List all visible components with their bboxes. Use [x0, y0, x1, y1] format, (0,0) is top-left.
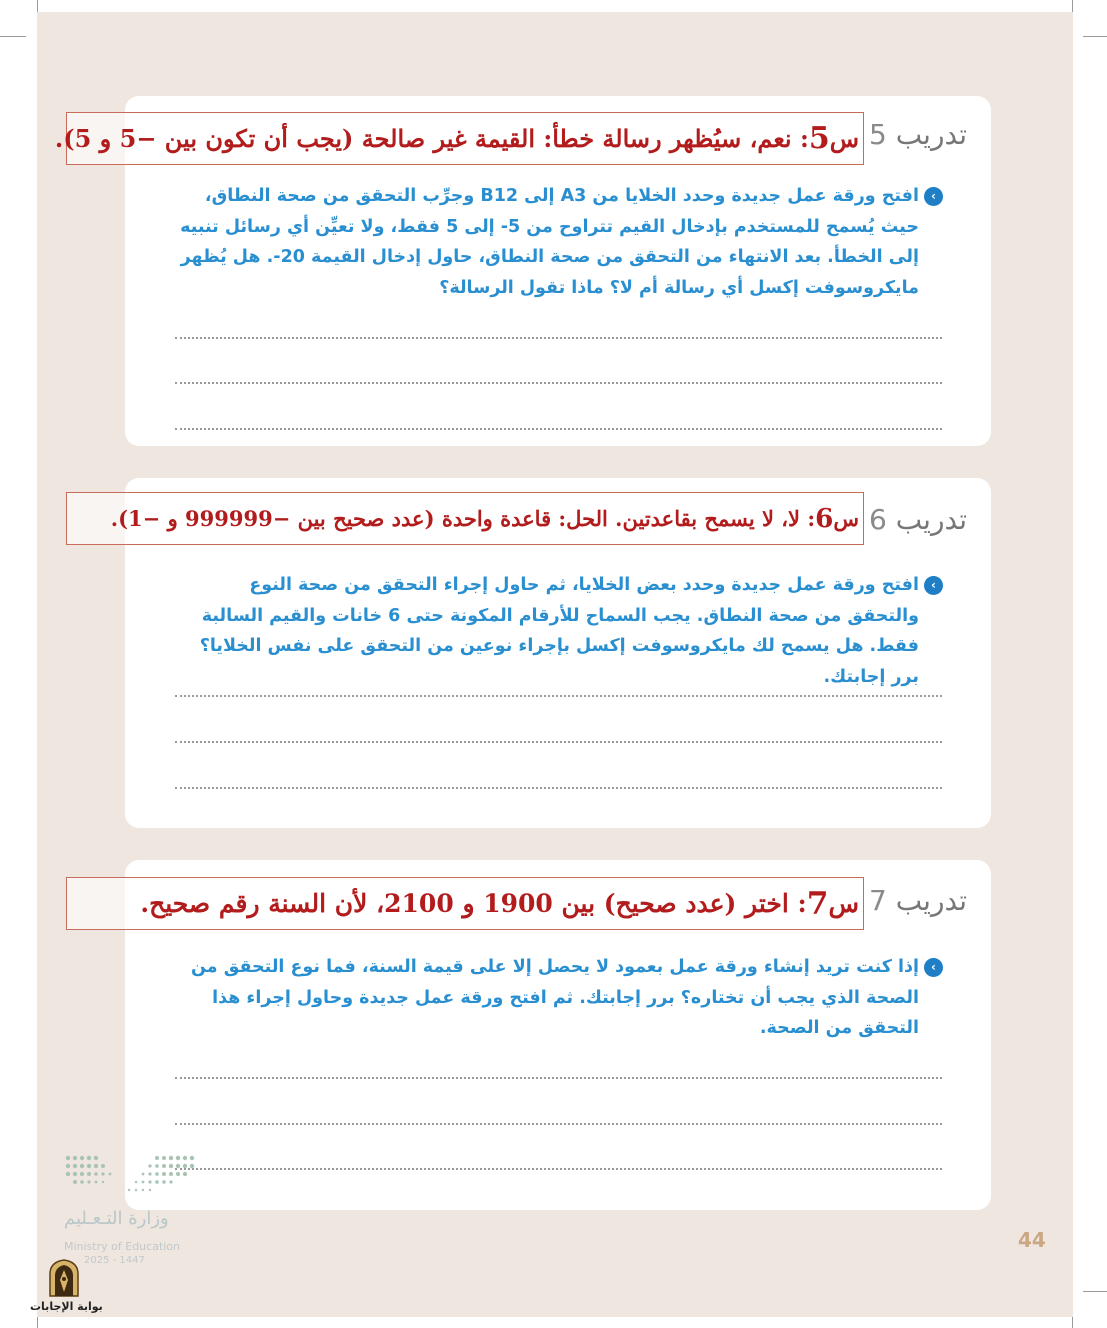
answer-prefix: س	[828, 889, 859, 918]
crop-mark	[1083, 36, 1107, 37]
question-text: إذا كنت تريد إنشاء ورقة عمل بعمود لا يحصل إلا على قيمة السنة، فما نوع التحقق من الصحة الذي يجب أن تختاره؟ برر إجابتك. ثم افتح ورقة عمل جديدة وحاول إجراء هذا التحقق من الصحة.	[191, 957, 919, 1038]
exercise-label-word: تدريب	[895, 503, 967, 536]
crop-mark	[0, 36, 26, 37]
exercise-label-number: 6	[868, 503, 887, 536]
exercise-label	[869, 884, 967, 917]
exercise-label-word: تدريب	[895, 884, 967, 917]
answer-text: : لا، لا يسمح بقاعدتين. الحل: قاعدة واحدة (عدد صحيح بين −999999 و −1).	[110, 506, 816, 531]
bawaba-logo-icon	[44, 1258, 84, 1298]
answer-number: 5	[808, 121, 830, 156]
answer-box	[66, 877, 864, 930]
exercise-label-number: 7	[868, 884, 887, 917]
answer-number: 7	[806, 885, 829, 922]
ministry-name-english: Ministry of Education	[64, 1240, 181, 1253]
question-text: افتح ورقة عمل جديدة وحدد بعض الخلايا، ثم حاول إجراء التحقق من صحة النوع والتحقق من صحة النطاق. يجب السماح للأرقام المكونة حتى 6 خانات والقيم السالبة فقط. هل يسمح لك مايكروسوفت إكسل بإجراء نوعين من التحقق على نفس الخلايا؟ برر إجابتك.	[199, 575, 919, 687]
bullet-icon: ‹	[924, 576, 943, 595]
exercise-label-word: تدريب	[895, 118, 967, 151]
answer-line[interactable]	[175, 695, 942, 697]
crop-mark	[1083, 1291, 1107, 1292]
question-text: افتح ورقة عمل جديدة وحدد الخلايا من A3 إلى B12 وجرِّب التحقق من صحة النطاق، حيث يُسمح للمستخدم بإدخال القيم تتراوح من 5- إلى 5 فقط، ولا تعيِّن أي رسائل تنبيه إلى الخطأ. بعد الانتهاء من التحقق من صحة النطاق، حاول إدخال القيمة 20-. هل يُظهر مايكروسوفت إكسل أي رسالة أم لا؟ ماذا تقول الرسالة؟	[180, 186, 919, 298]
answer-line[interactable]	[175, 741, 942, 743]
answer-line[interactable]	[175, 1123, 942, 1125]
answer-line[interactable]	[175, 337, 942, 339]
answer-prefix: س	[833, 506, 859, 531]
answer-line[interactable]	[175, 382, 942, 384]
bullet-icon: ‹	[924, 187, 943, 206]
answer-line[interactable]	[175, 1168, 942, 1170]
answer-text: : نعم، سيُظهر رسالة خطأ: القيمة غير صالحة (يجب أن تكون بين −5 و 5).	[54, 124, 809, 153]
ministry-year: 2025 - 1447	[84, 1255, 145, 1266]
ministry-logo-icon	[62, 1150, 202, 1200]
watermark-text: بوابة الإجابات	[30, 1300, 103, 1313]
answer-line[interactable]	[175, 428, 942, 430]
answer-line[interactable]	[175, 787, 942, 789]
ministry-name-arabic: وزارة التـعـليم	[64, 1208, 169, 1229]
exercise-label	[869, 503, 967, 536]
exercise-label	[869, 118, 967, 151]
answer-text: : اختر (عدد صحيح) بين 1900 و 2100، لأن السنة رقم صحيح.	[140, 889, 807, 918]
answer-line[interactable]	[175, 1077, 942, 1079]
answer-box	[54, 112, 864, 165]
page-number: 44	[1018, 1228, 1046, 1252]
bullet-icon: ‹	[924, 958, 943, 977]
answer-box	[66, 492, 864, 545]
answer-prefix: س	[829, 124, 859, 153]
exercise-label-number: 5	[868, 118, 887, 151]
answer-number: 6	[815, 503, 834, 534]
